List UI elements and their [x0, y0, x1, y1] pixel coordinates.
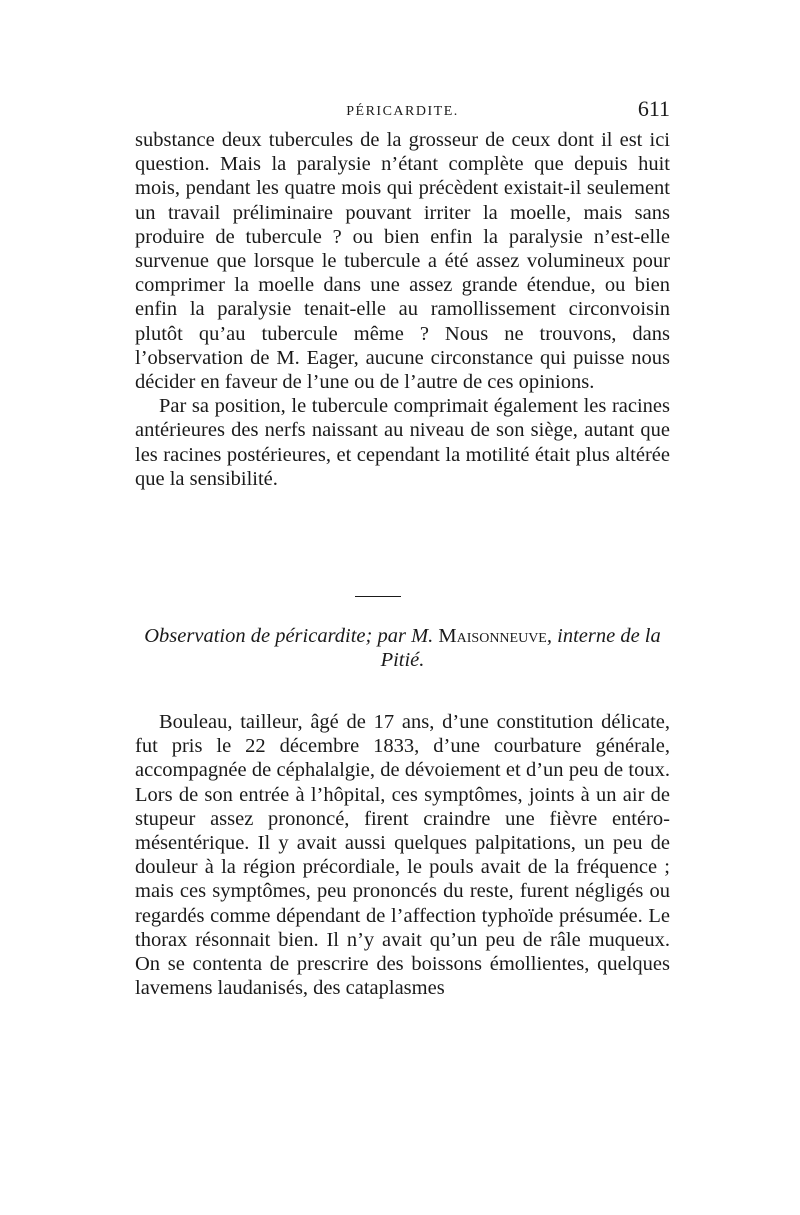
heading-suffix: , interne de la Pitié.	[380, 625, 661, 671]
page-header	[135, 96, 670, 126]
section-heading	[135, 624, 670, 672]
author-name: Maisonneuve	[438, 625, 547, 647]
heading-prefix: Observation de péricardite; par M.	[144, 625, 434, 647]
section-body	[135, 710, 670, 1000]
paragraph-continued: substance deux tubercules de la grosseur de ceux dont il est ici question. Mais la paralysie n’étant complète que depuis huit mois, pendant les quatre mois qui précèdent existait-il seulement un travail préliminaire pouvant irriter la moelle, mais sans produire de tubercule ? ou bien enfin la paralysie n’est-elle survenue que lorsque le tubercule a été assez volumineux pour comprimer la moelle dans une assez grande étendue, ou bien enfin la paralysie tenait-elle au ramollissement circonvoisin plutôt qu’au tubercule même ? Nous ne trouvons, dans l’observation de M. Eager, aucune circonstance qui puisse nous décider en faveur de l’une ou de l’autre de ces opinions.	[135, 129, 670, 394]
page-number: 611	[637, 96, 670, 121]
body-text	[135, 128, 670, 491]
section-divider	[355, 596, 401, 597]
paragraph: Bouleau, tailleur, âgé de 17 ans, d’une constitution délicate, fut pris le 22 décembre 1833, d’une courbature générale, accompagnée de céphalalgie, de dévoiement et d’un peu de toux. Lors de son entrée à l’hôpital, ces symptômes, joints à un air de stupeur assez prononcé, firent craindre une fièvre entéro-mésentérique. Il y avait aussi quelques palpitations, un peu de douleur à la région précordiale, le pouls avait de la fréquence ; mais ces symptômes, peu prononcés du reste, furent négligés ou regardés comme dépendant de l’affection typhoïde présumée. Le thorax résonnait bien. Il n’y avait qu’un peu de râle muqueux. On se contenta de prescrire des boissons émollientes, quelques lavemens laudanisés, des cataplasmes	[135, 711, 670, 1000]
running-head: PÉRICARDITE.	[346, 104, 459, 119]
paragraph: Par sa position, le tubercule comprimait également les racines antérieures des nerfs naissant au niveau de son siège, autant que les racines postérieures, et cependant la motilité était plus altérée que la sensibilité.	[135, 395, 670, 490]
